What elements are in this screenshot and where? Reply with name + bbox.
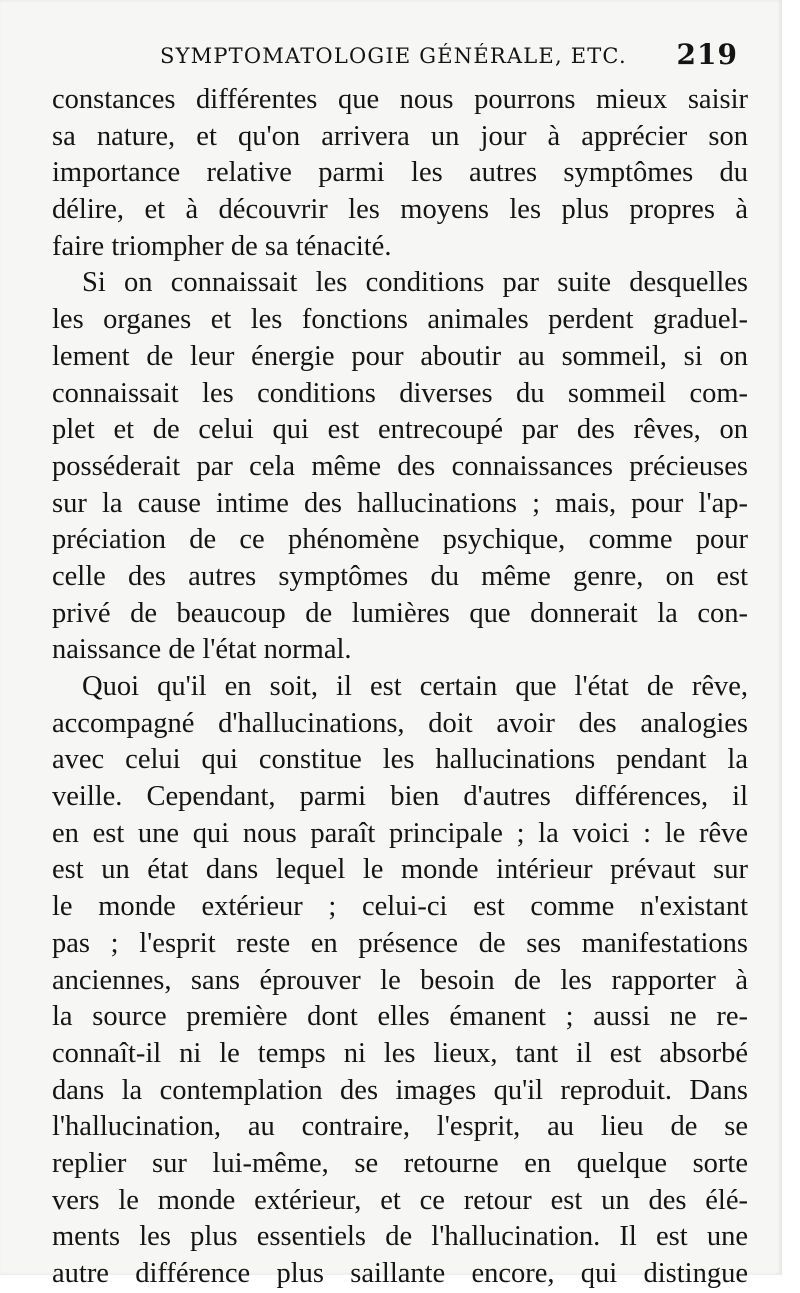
text-line: ments les plus essentiels de l'hallucination. Il est une bbox=[52, 1221, 748, 1253]
text-line: en est une qui nous paraît principale ; la voici : le rêve bbox=[52, 817, 748, 849]
text-line: connaissait les conditions diverses du sommeil com- bbox=[52, 377, 748, 409]
running-title: SYMPTOMATOLOGIE GÉNÉRALE, ETC. bbox=[160, 44, 627, 68]
text-line: lement de leur énergie pour aboutir au sommeil, si on bbox=[52, 340, 748, 372]
text-line: Quoi qu'il en soit, il est certain que l'état de rêve, bbox=[82, 671, 748, 702]
text-line: veille. Cependant, parmi bien d'autres différences, il bbox=[52, 781, 748, 813]
text-line: avec celui qui constitue les hallucinations pendant la bbox=[52, 744, 748, 776]
text-line: importance relative parmi les autres symptômes du bbox=[52, 157, 748, 189]
text-line: celle des autres symptômes du même genre, on est bbox=[52, 560, 748, 592]
text-line: posséderait par cela même des connaissances précieuses bbox=[52, 450, 748, 482]
text-line: sa nature, et qu'on arrivera un jour à apprécier son bbox=[52, 120, 748, 152]
text-line: replier sur lui-même, se retourne en quelque sorte bbox=[52, 1147, 748, 1179]
text-line: le monde extérieur ; celui-ci est comme n'existant bbox=[52, 891, 748, 923]
text-line: la source première dont elles émanent ; aussi ne re- bbox=[52, 1001, 748, 1033]
text-line: préciation de ce phénomène psychique, comme pour bbox=[52, 524, 748, 556]
text-line: anciennes, sans éprouver le besoin de les rapporter à bbox=[52, 964, 748, 996]
text-line: faire triompher de sa ténacité. bbox=[52, 230, 392, 262]
text-line: accompagné d'hallucinations, doit avoir des analogies bbox=[52, 707, 748, 739]
text-line: plet et de celui qui est entrecoupé par des rêves, on bbox=[52, 414, 748, 446]
text-line: est un état dans lequel le monde intérieur prévaut sur bbox=[52, 854, 748, 886]
text-line: pas ; l'esprit reste en présence de ses manifestations bbox=[52, 927, 748, 959]
text-line: constances différentes que nous pourrons mieux saisir bbox=[52, 84, 748, 115]
text-line: privé de beaucoup de lumières que donnerait la con- bbox=[52, 597, 748, 629]
text-line: naissance de l'état normal. bbox=[52, 634, 352, 666]
text-line: autre différence plus saillante encore, qui distingue bbox=[52, 1258, 748, 1289]
text-line: l'hallucination, au contraire, l'esprit, au lieu de se bbox=[52, 1111, 748, 1143]
body-text bbox=[52, 82, 748, 1293]
text-line: Si on connaissait les conditions par suite desquelles bbox=[82, 267, 748, 299]
text-line: connaît-il ni le temps ni les lieux, tant il est absorbé bbox=[52, 1037, 748, 1069]
text-line: dans la contemplation des images qu'il reproduit. Dans bbox=[52, 1074, 748, 1106]
text-line: sur la cause intime des hallucinations ; mais, pour l'ap- bbox=[52, 487, 748, 519]
page-number: 219 bbox=[676, 38, 738, 71]
text-line: délire, et à découvrir les moyens les plus propres à bbox=[52, 194, 748, 226]
text-line: les organes et les fonctions animales perdent graduel- bbox=[52, 304, 748, 336]
text-line: vers le monde extérieur, et ce retour est un des élé- bbox=[52, 1184, 748, 1216]
page-header bbox=[160, 38, 738, 78]
